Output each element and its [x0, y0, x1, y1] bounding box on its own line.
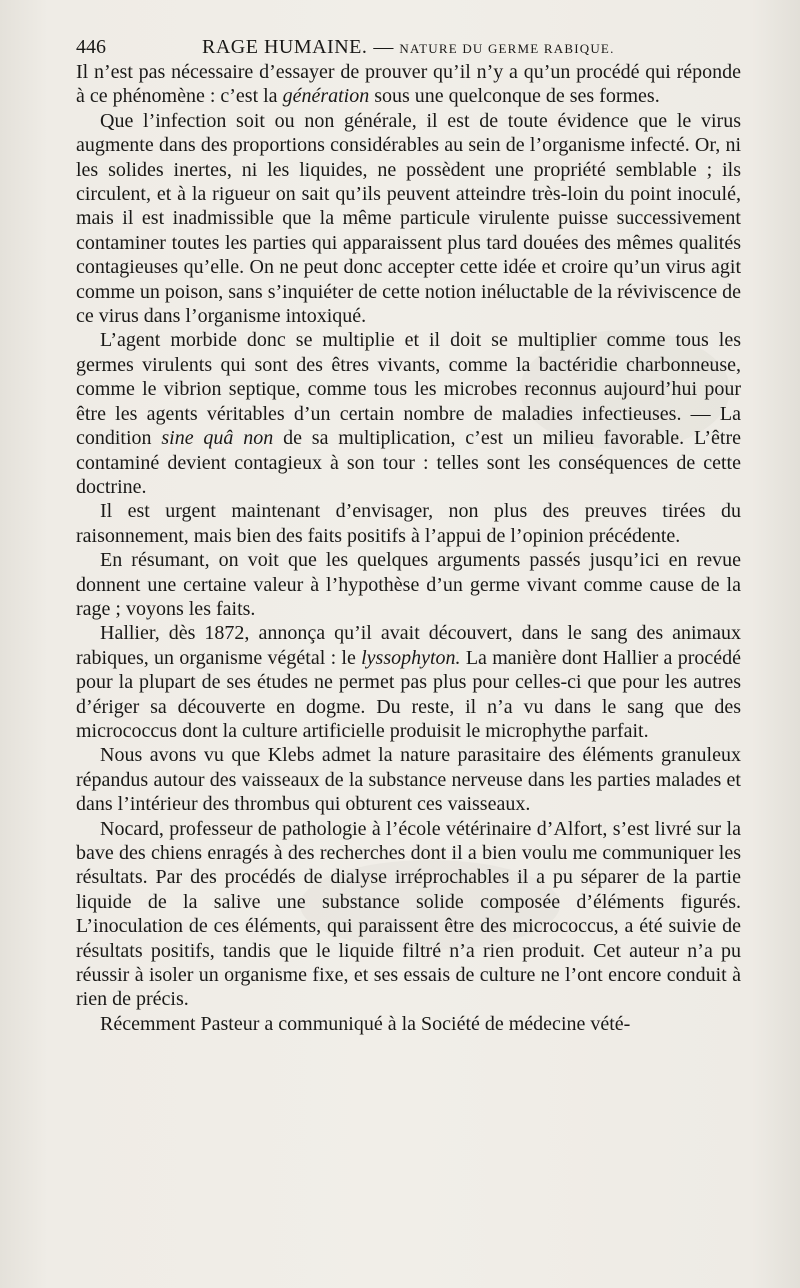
- italic-term: génération: [282, 85, 370, 108]
- paragraph: [76, 60, 741, 109]
- paragraph: [76, 1012, 741, 1036]
- text-run: Hallier, dès 1872, annonça qu’il avait découvert, dans le sang des animaux rabiques, un organisme végétal : le: [76, 622, 741, 669]
- text-run: En résumant, on voit que les quelques arguments passés jusqu’ici en revue donnent une certaine valeur à l’hypothèse d’un germe vivant comme cause de la rage ; voyons les faits.: [76, 549, 741, 620]
- running-title: [202, 36, 615, 59]
- title-separator: —: [373, 36, 394, 58]
- paragraph: [76, 548, 741, 621]
- paragraph: [76, 109, 741, 329]
- text-run: sous une quelconque de ses formes.: [369, 85, 660, 108]
- text-run: Il est urgent maintenant d’envisager, non plus des preuves tirées du raisonnement, mais bien des faits positifs à l’appui de l’opinion précédente.: [76, 500, 741, 547]
- running-header: [76, 36, 766, 62]
- text-run: Que l’infection soit ou non générale, il est de toute évidence que le virus augmente dans des proportions considérables au sein de l’organisme infecté. Or, ni les solides inertes, ni les liquides, ne possèdent une propriété semblable ; ils circulent, et à la rigueur on sait qu’ils peuvent atteindre très-loin du point inoculé, mais il est inadmissible que la même particule virulente puisse successivement contaminer toutes les parties qui apparaissent plus tard douées des mêmes qualités contagieuses qu’elle. On ne peut donc accepter cette idée et croire qu’un virus agit comme un poison, sans s’inquiéter de cette notion inéluctable de la réviviscence de ce virus dans l’organisme intoxiqué.: [76, 109, 741, 328]
- page-number: 446: [76, 36, 106, 58]
- text-run: L’agent morbide donc se multiplie et il doit se multiplier comme tous les germes virulents qui sont des êtres vivants, comme la bactéridie charbonneuse, comme le vibrion septique, comme tous les microbes reconnus aujourd’hui pour être les agents véritables d’un certain nombre de maladies infectieuses. — La condition: [76, 329, 741, 450]
- paragraph: [76, 817, 741, 1012]
- chapter-title: NATURE DU GERME RABIQUE.: [399, 41, 615, 56]
- text-run: de sa multiplication, c’est un milieu favorable. L’être contaminé devient contagieux à son tour : telles sont les conséquences de cette doctrine.: [76, 427, 741, 498]
- italic-term: lyssophyton.: [361, 646, 461, 669]
- paragraph: [76, 328, 741, 499]
- text-run: Il n’est pas nécessaire d’essayer de prouver qu’il n’y a qu’un procédé qui réponde à ce phénomène : c’est la: [76, 61, 741, 108]
- paragraph: [76, 743, 741, 816]
- paragraph: [76, 499, 741, 548]
- text-run: Récemment Pasteur a communiqué à la Société de médecine vété-: [100, 1012, 631, 1035]
- italic-term: sine quâ non: [161, 427, 274, 450]
- text-run: Nocard, professeur de pathologie à l’école vétérinaire d’Alfort, s’est livré sur la bave des chiens enragés à des recherches dont il a bien voulu me communiquer les résultats. Par des procédés de dialyse irréprochables il a pu séparer de la partie liquide de la salive une substance solide composée d’éléments figurés. L’inoculation de ces éléments, qui paraissent être des micrococcus, a été suivie de résultats positifs, tandis que le liquide filtré n’a rien produit. Cet auteur n’a pu réussir à isoler un organisme fixe, et ses essais de culture ne l’ont encore conduit à rien de précis.: [76, 817, 741, 1011]
- body-text: [76, 60, 741, 1036]
- book-title: RAGE HUMAINE.: [202, 36, 368, 58]
- text-run: Nous avons vu que Klebs admet la nature parasitaire des éléments granuleux répandus autour des vaisseaux de la substance nerveuse dans les parties malades et dans l’intérieur des thrombus qui obturent ces vaisseaux.: [76, 744, 741, 816]
- text-run: La manière dont Hallier a procédé pour la plupart de ses études ne permet pas plus pour celles-ci que pour les autres d’ériger sa découverte en dogme. Du reste, il n’a vu dans le sang que des micrococcus dont la culture artificielle produisit le microphythe parfait.: [76, 646, 741, 742]
- paragraph: [76, 621, 741, 743]
